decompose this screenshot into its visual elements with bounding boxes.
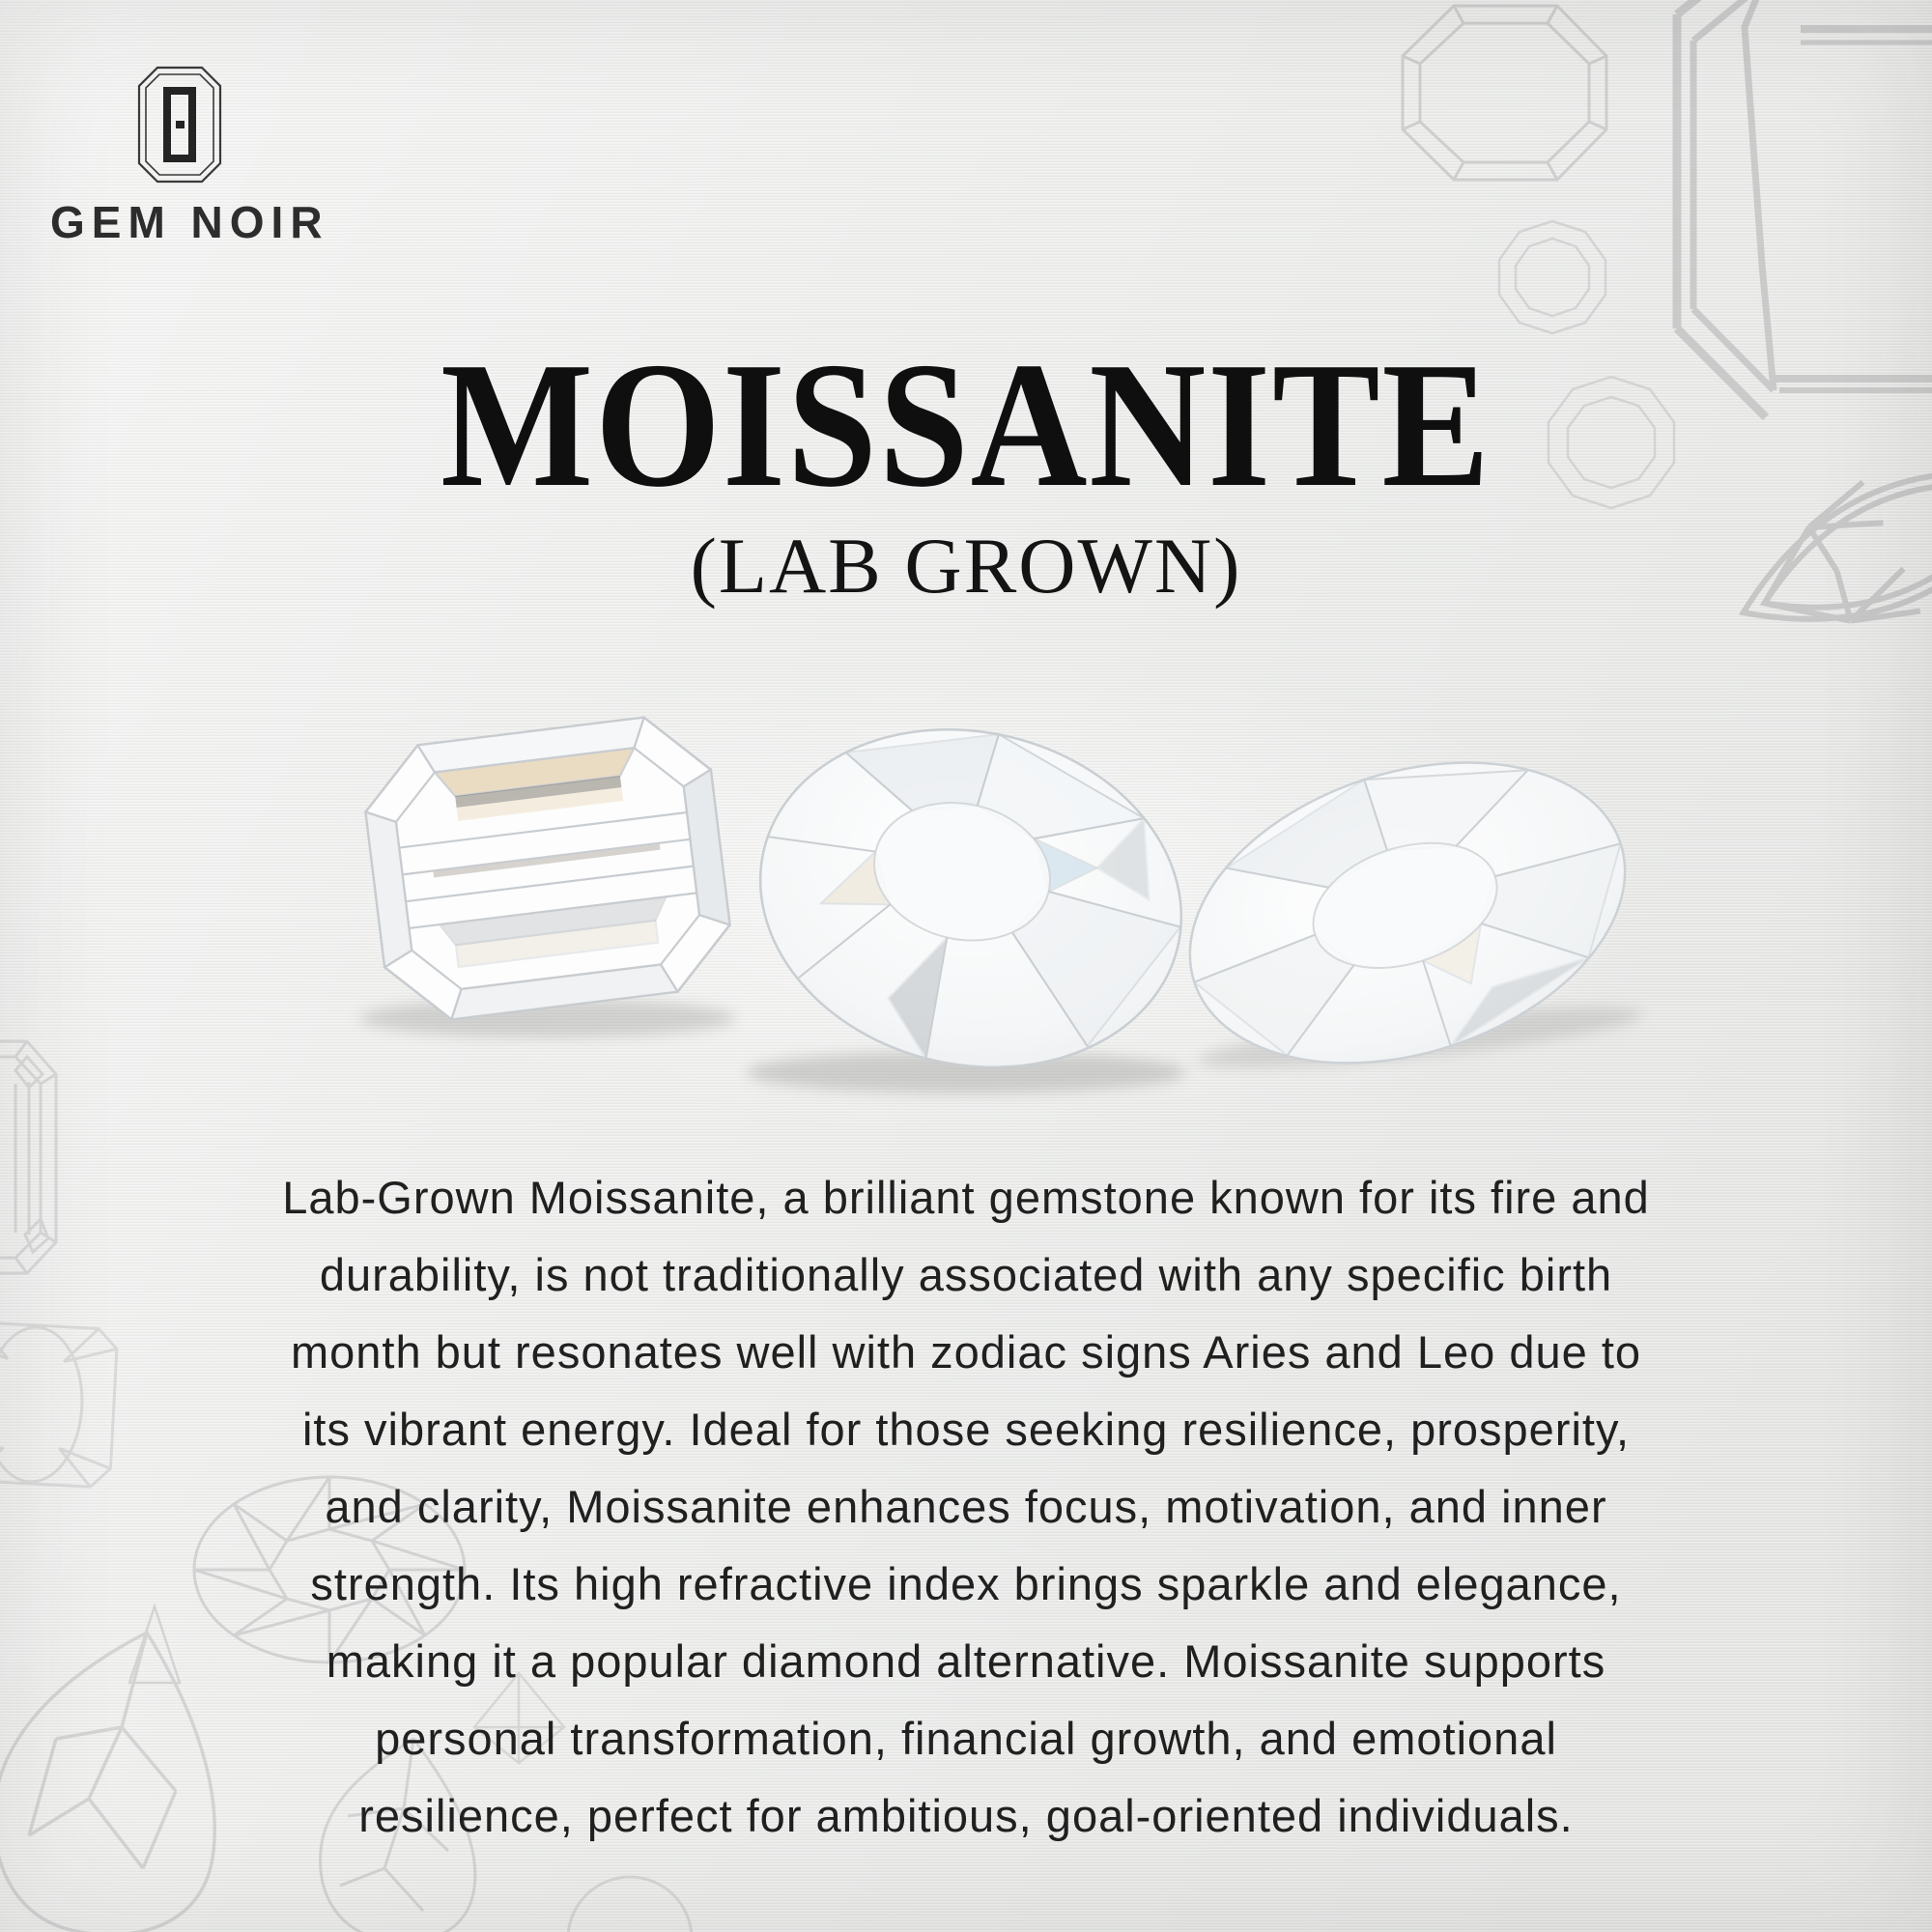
paragraph-line: making it a popular diamond alternative. Moissanite supports — [326, 1635, 1606, 1687]
page-subtitle: (LAB GROWN) — [690, 522, 1242, 610]
gemstone-photo — [309, 715, 1662, 1125]
round-brilliant-partial-outline-icon — [568, 1877, 692, 1932]
paragraph-line: and clarity, Moissanite enhances focus, motivation, and inner — [325, 1481, 1607, 1532]
gem-noir-monogram-icon — [137, 66, 222, 184]
monogram-letters — [163, 87, 196, 162]
paragraph-line: strength. Its high refractive index brings sparkle and elegance, — [310, 1558, 1622, 1609]
description-paragraph — [126, 1159, 1806, 1855]
emerald-cut-outline-icon — [0, 1041, 56, 1273]
page-title: MOISSANITE — [440, 326, 1492, 525]
octagon-gem-outline-icon — [1403, 6, 1606, 180]
cushion-cut-outline-icon — [0, 1321, 118, 1488]
paragraph-line: month but resonates well with zodiac signs Aries and Leo due to — [290, 1326, 1642, 1378]
paragraph-line: its vibrant energy. Ideal for those seeking resilience, prosperity, — [301, 1404, 1631, 1455]
brand-name: GEM NOIR — [50, 197, 329, 247]
gem-emerald-cut — [358, 715, 737, 1027]
paragraph-line: Lab-Grown Moissanite, a brilliant gemstone known for its fire and — [282, 1172, 1650, 1223]
decagon-gem-outline-icon — [1499, 221, 1605, 333]
paragraph-line: resilience, perfect for ambitious, goal-oriented individuals. — [358, 1790, 1574, 1841]
gem-round-brilliant — [726, 715, 1215, 1108]
paragraph-line: durability, is not traditionally associated with any specific birth — [319, 1249, 1613, 1300]
paragraph-line: personal transformation, financial growth, and emotional — [375, 1713, 1557, 1764]
